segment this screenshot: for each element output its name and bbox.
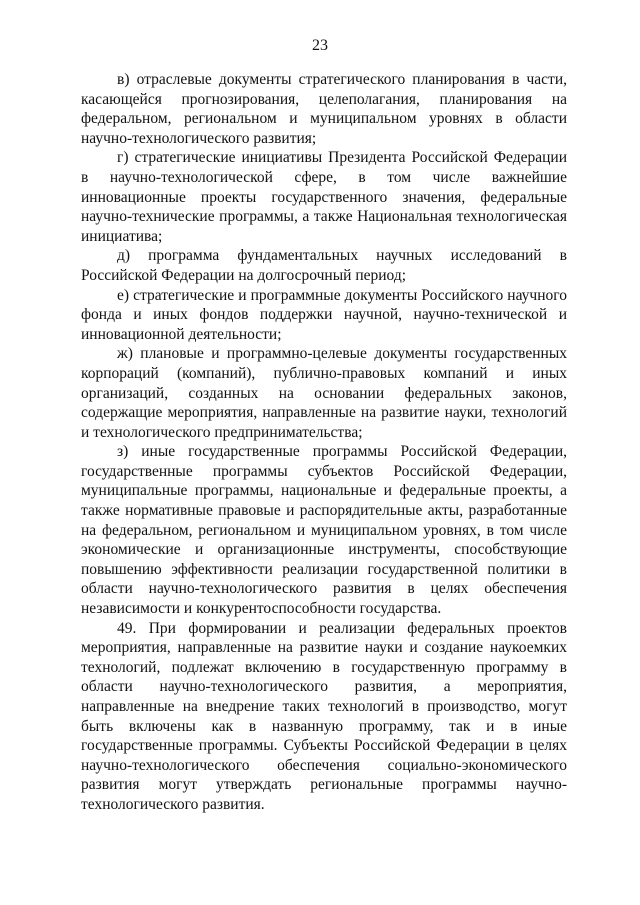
paragraph-z: з) иные государственные программы Российской Федерации, государственные программы субъектов Российской Федерации, муниципальные программы, национальные и федеральные проекты, а также нормативные правовые и распорядительные акты, разработанные на федеральном, региональном и муниципальном уровнях, в том числе экономические и организационные инструменты, способствующие повышению эффективности реализации государственной политики в области научно-технологического развития в целях обеспечения независимости и конкурентоспособности государства. (81, 443, 567, 618)
paragraph-g: г) стратегические инициативы Президента Российской Федерации в научно-технологической сфере, в том числе важнейшие инновационные проекты государственного значения, федеральные научно-технические программы, а также Национальная технологическая инициатива; (81, 149, 567, 245)
page-number: 23 (312, 37, 328, 54)
document-body (81, 70, 567, 815)
paragraph-e: е) стратегические и программные документы Российского научного фонда и иных фондов поддержки научной, научно-технической и инновационной деятельности; (81, 286, 567, 343)
paragraph-zh: ж) плановые и программно-целевые документы государственных корпораций (компаний), публично-правовых компаний и иных организаций, созданных на основании федеральных законов, содержащие мероприятия, направленные на развитие науки, технологий и технологического предпринимательства; (81, 345, 567, 441)
paragraph-d: д) программа фундаментальных научных исследований в Российской Федерации на долгосрочный период; (81, 247, 567, 284)
paragraph-v: в) отраслевые документы стратегического планирования в части, касающейся прогнозирования, целеполагания, планирования на федеральном, региональном и муниципальном уровнях в области научно-технологического развития; (81, 71, 567, 147)
paragraph-49: 49. При формировании и реализации федеральных проектов мероприятия, направленные на развитие науки и создание наукоемких технологий, подлежат включению в государственную программу в области научно-технологического развития, а мероприятия, направленные на внедрение таких технологий в производство, могут быть включены как в названную программу, так и в иные государственные программы. Субъекты Российской Федерации в целях научно-технологического обеспечения социально-экономического развития могут утверждать региональные программы научно-технологического развития. (81, 619, 567, 813)
